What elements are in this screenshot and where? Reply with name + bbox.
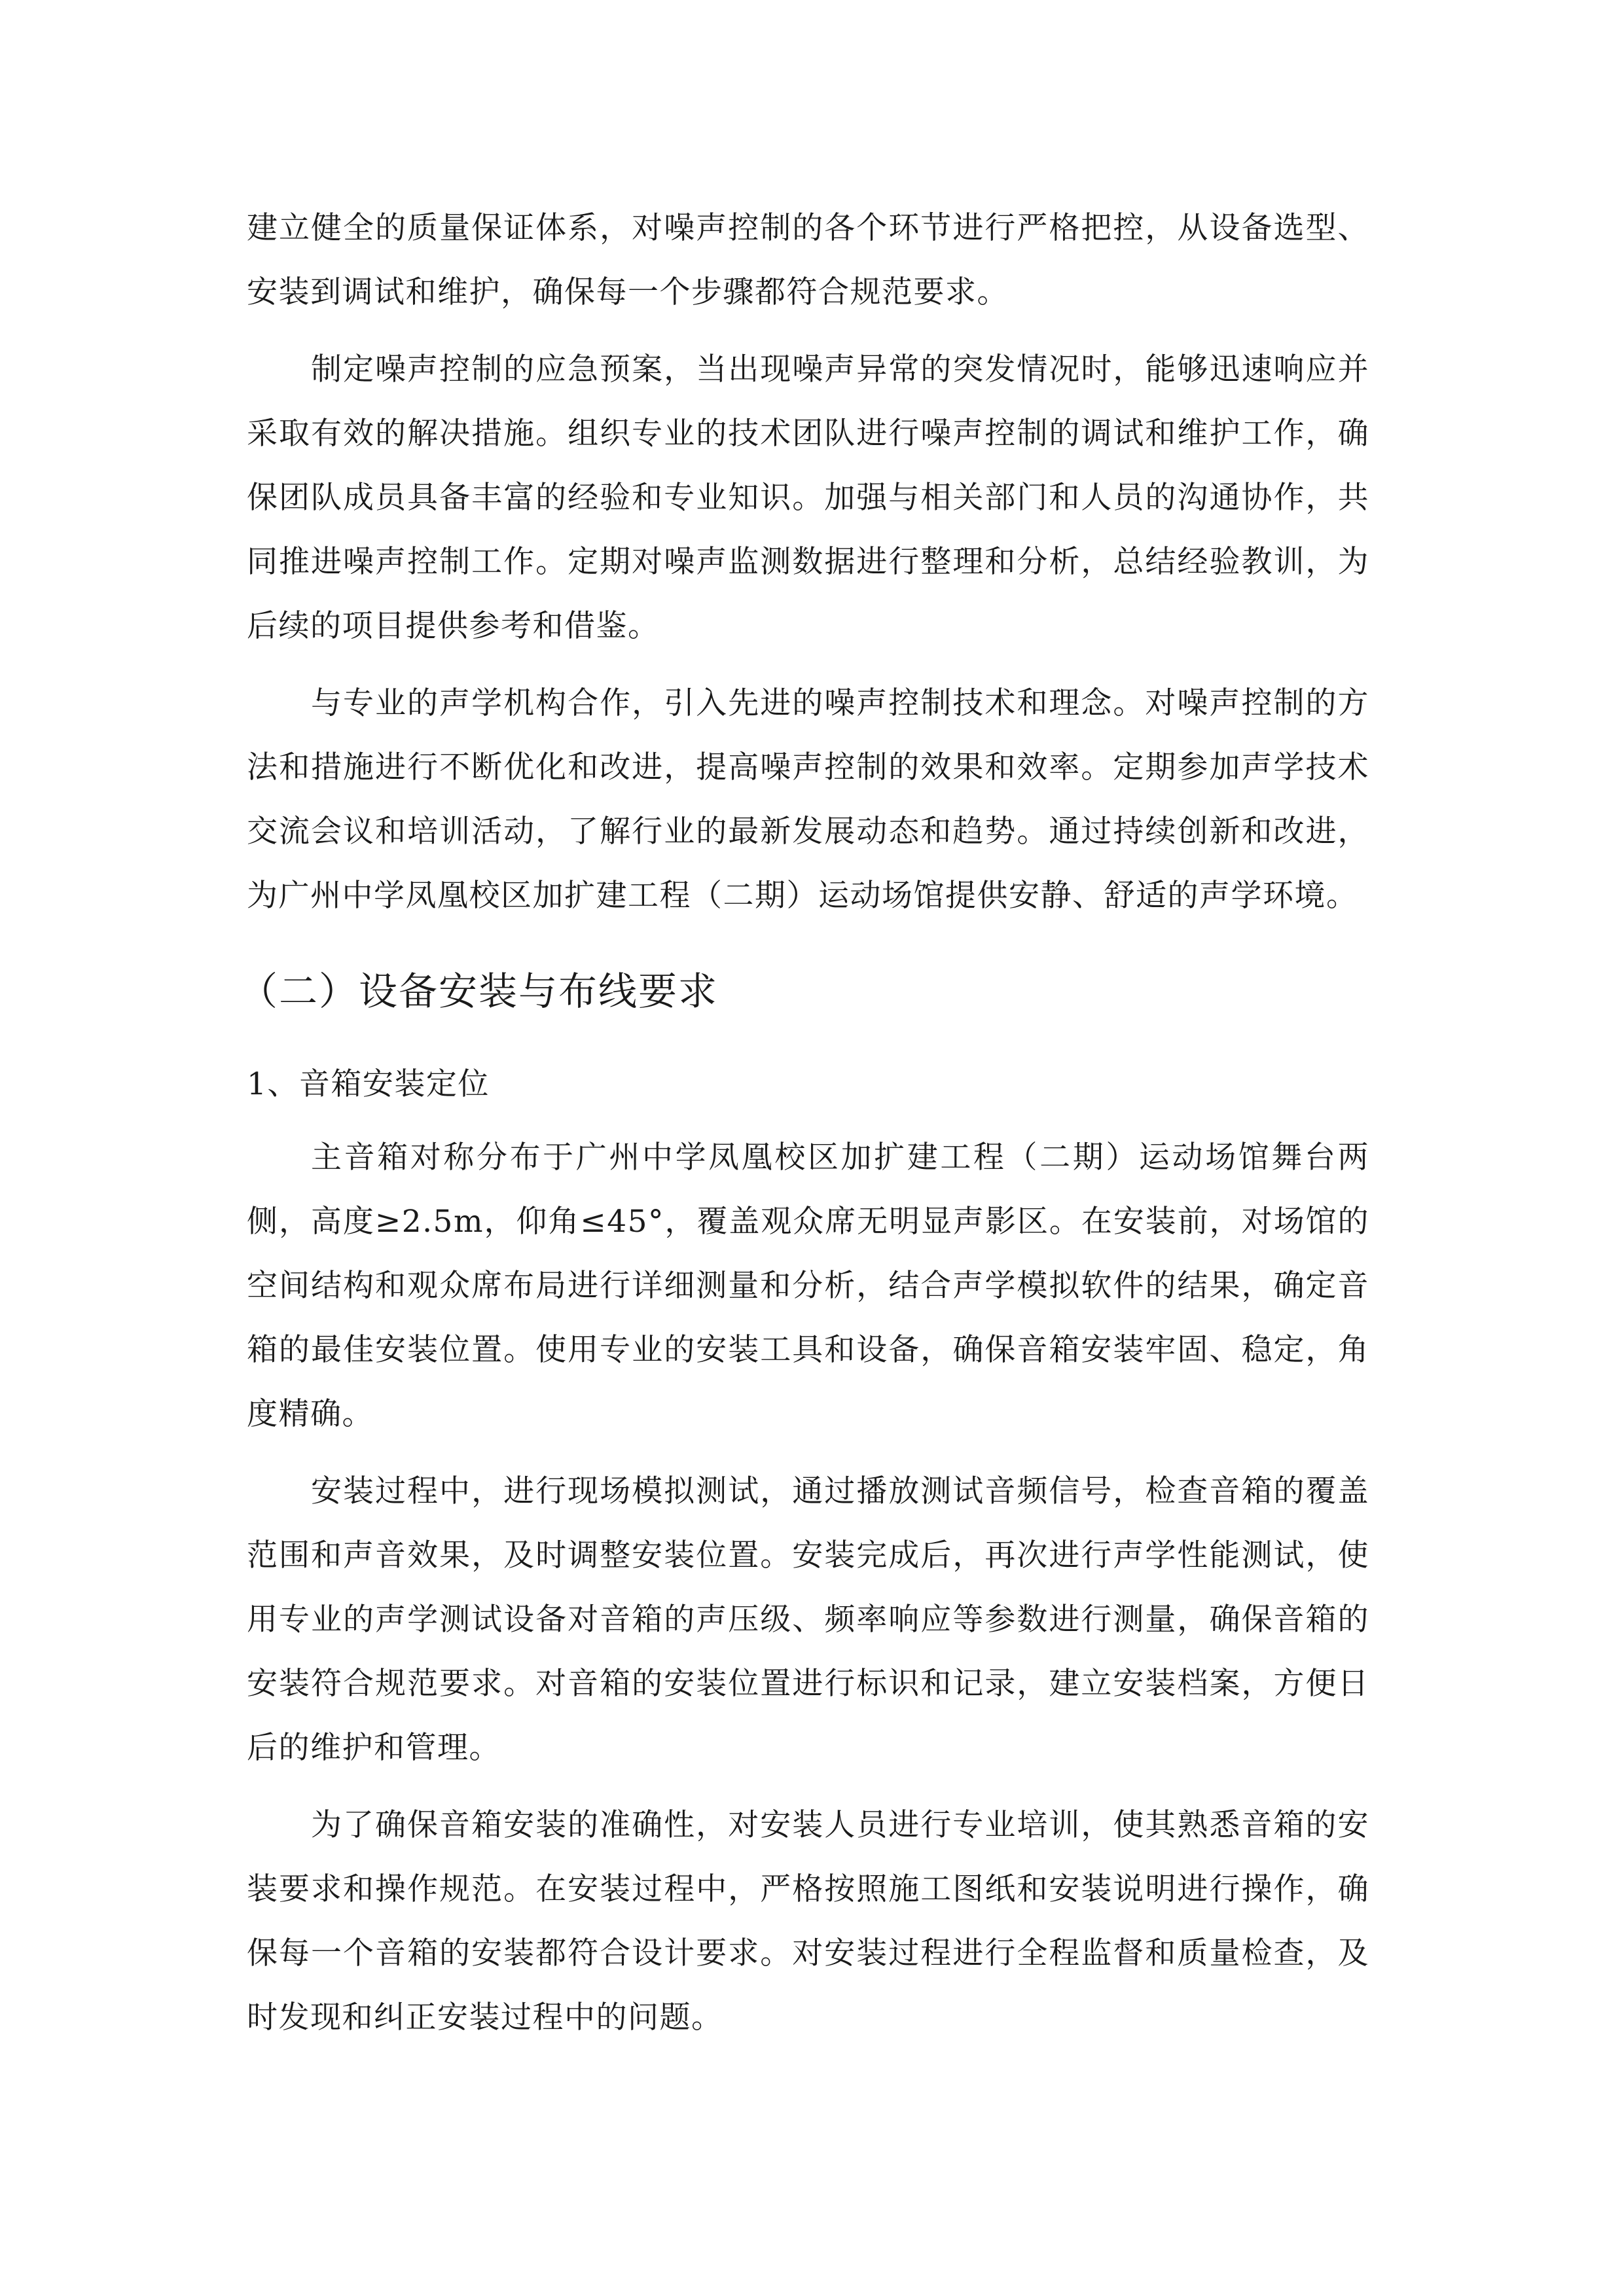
paragraph-emergency-plan: 制定噪声控制的应急预案，当出现噪声异常的突发情况时，能够迅速响应并采取有效的解决措施。组织专业的技术团队进行噪声控制的调试和维护工作，确保团队成员具备丰富的经验和专业知识。加强与相关部门和人员的沟通协作，共同推进噪声控制工作。定期对噪声监测数据进行整理和分析，总结经验教训，为后续的项目提供参考和借鉴。 [247,351,1369,644]
paragraph-acoustic-cooperation: 与专业的声学机构合作，引入先进的噪声控制技术和理念。对噪声控制的方法和措施进行不断优化和改进，提高噪声控制的效果和效率。定期参加声学技术交流会议和培训活动，了解行业的最新发展动态和趋势。通过持续创新和改进，为广州中学凤凰校区加扩建工程（二期）运动场馆提供安静、舒适的声学环境。 [247,685,1369,914]
subsection-heading: 1、音箱安装定位 [247,1066,490,1102]
paragraph-speaker-position: 主音箱对称分布于广州中学凤凰校区加扩建工程（二期）运动场馆舞台两侧，高度≥2.5m，仰角≤45°，覆盖观众席无明显声影区。在安装前，对场馆的空间结构和观众席布局进行详细测量和分析，结合声学模拟软件的结果，确定音箱的最佳安装位置。使用专业的安装工具和设备，确保音箱安装牢固、稳定，角度精确。 [247,1139,1369,1432]
paragraph-installation-testing: 安装过程中，进行现场模拟测试，通过播放测试音频信号，检查音箱的覆盖范围和声音效果，及时调整安装位置。安装完成后，再次进行声学性能测试，使用专业的声学测试设备对音箱的声压级、频率响应等参数进行测量，确保音箱的安装符合规范要求。对音箱的安装位置进行标识和记录，建立安装档案，方便日后的维护和管理。 [247,1473,1369,1766]
section-heading: （二）设备安装与布线要求 [239,969,719,1014]
paragraph-installer-training: 为了确保音箱安装的准确性，对安装人员进行专业培训，使其熟悉音箱的安装要求和操作规范。在安装过程中，严格按照施工图纸和安装说明进行操作，确保每一个音箱的安装都符合设计要求。对安装过程进行全程监督和质量检查，及时发现和纠正安装过程中的问题。 [247,1807,1369,2036]
page-content [239,196,1369,2063]
paragraph-quality-assurance: 建立健全的质量保证体系，对噪声控制的各个环节进行严格把控，从设备选型、安装到调试和维护，确保每一个步骤都符合规范要求。 [247,210,1369,310]
